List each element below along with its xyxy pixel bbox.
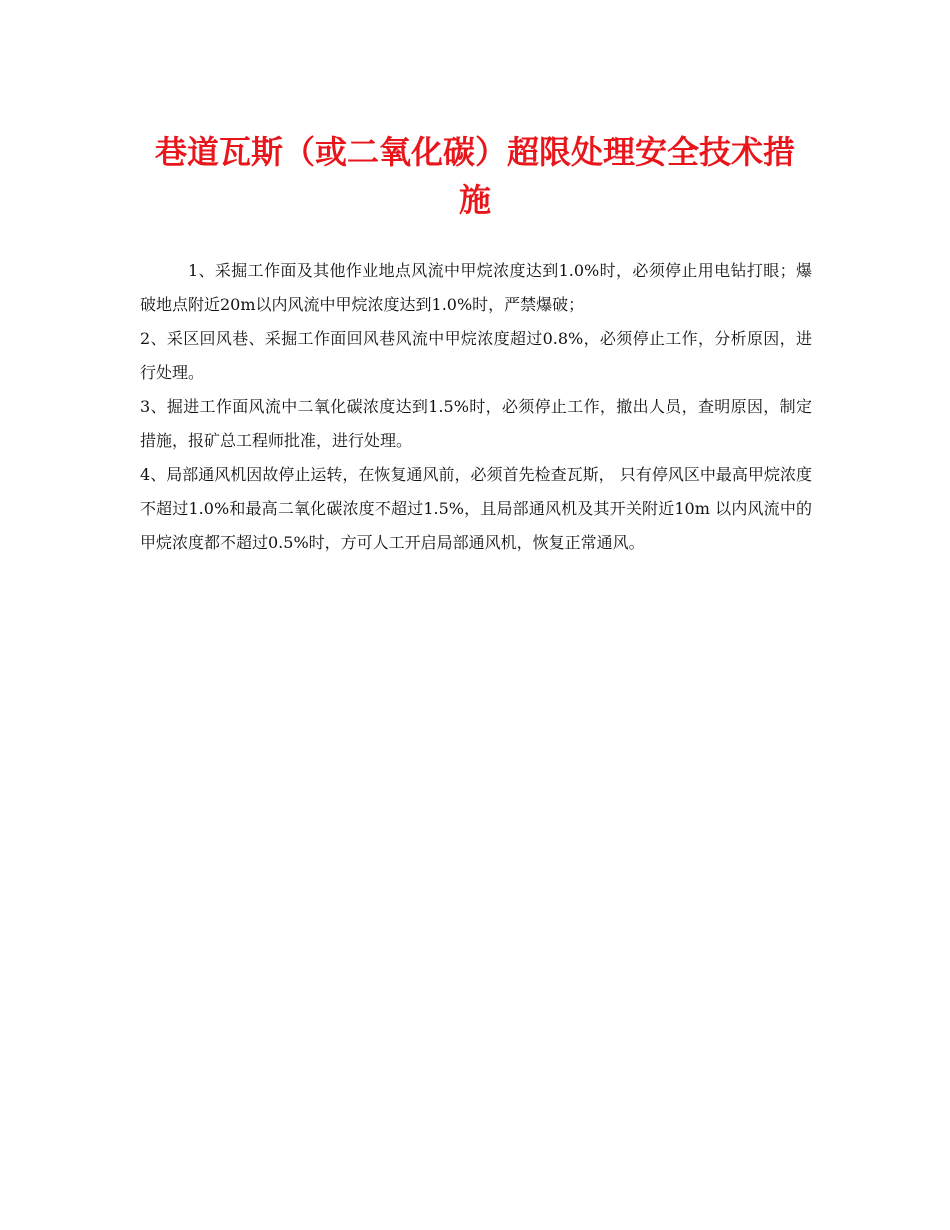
paragraph-2: 2、采区回风巷、采掘工作面回风巷风流中甲烷浓度超过0.8%，必须停止工作，分析原因，进行处理。 — [140, 329, 812, 382]
paragraph-1: 1、采掘工作面及其他作业地点风流中甲烷浓度达到1.0%时，必须停止用电钻打眼；爆破地点附近20m以内风流中甲烷浓度达到1.0%时，严禁爆破； — [140, 261, 812, 314]
paragraph-4: 4、局部通风机因故停止运转，在恢复通风前，必须首先检查瓦斯， 只有停风区中最高甲烷浓度不超过1.0%和最高二氧化碳浓度不超过1.5%，且局部通风机及其开关附近10m 以内风流中的甲烷浓度都不超过0.5%时，方可人工开启局部通风机，恢复正常通风。 — [140, 465, 812, 552]
paragraph-3: 3、掘进工作面风流中二氧化碳浓度达到1.5%时，必须停止工作，撤出人员，查明原因，制定措施，报矿总工程师批准，进行处理。 — [140, 397, 812, 450]
page-title: 巷道瓦斯（或二氧化碳）超限处理安全技术措施 — [154, 133, 795, 219]
document-body — [140, 254, 812, 560]
